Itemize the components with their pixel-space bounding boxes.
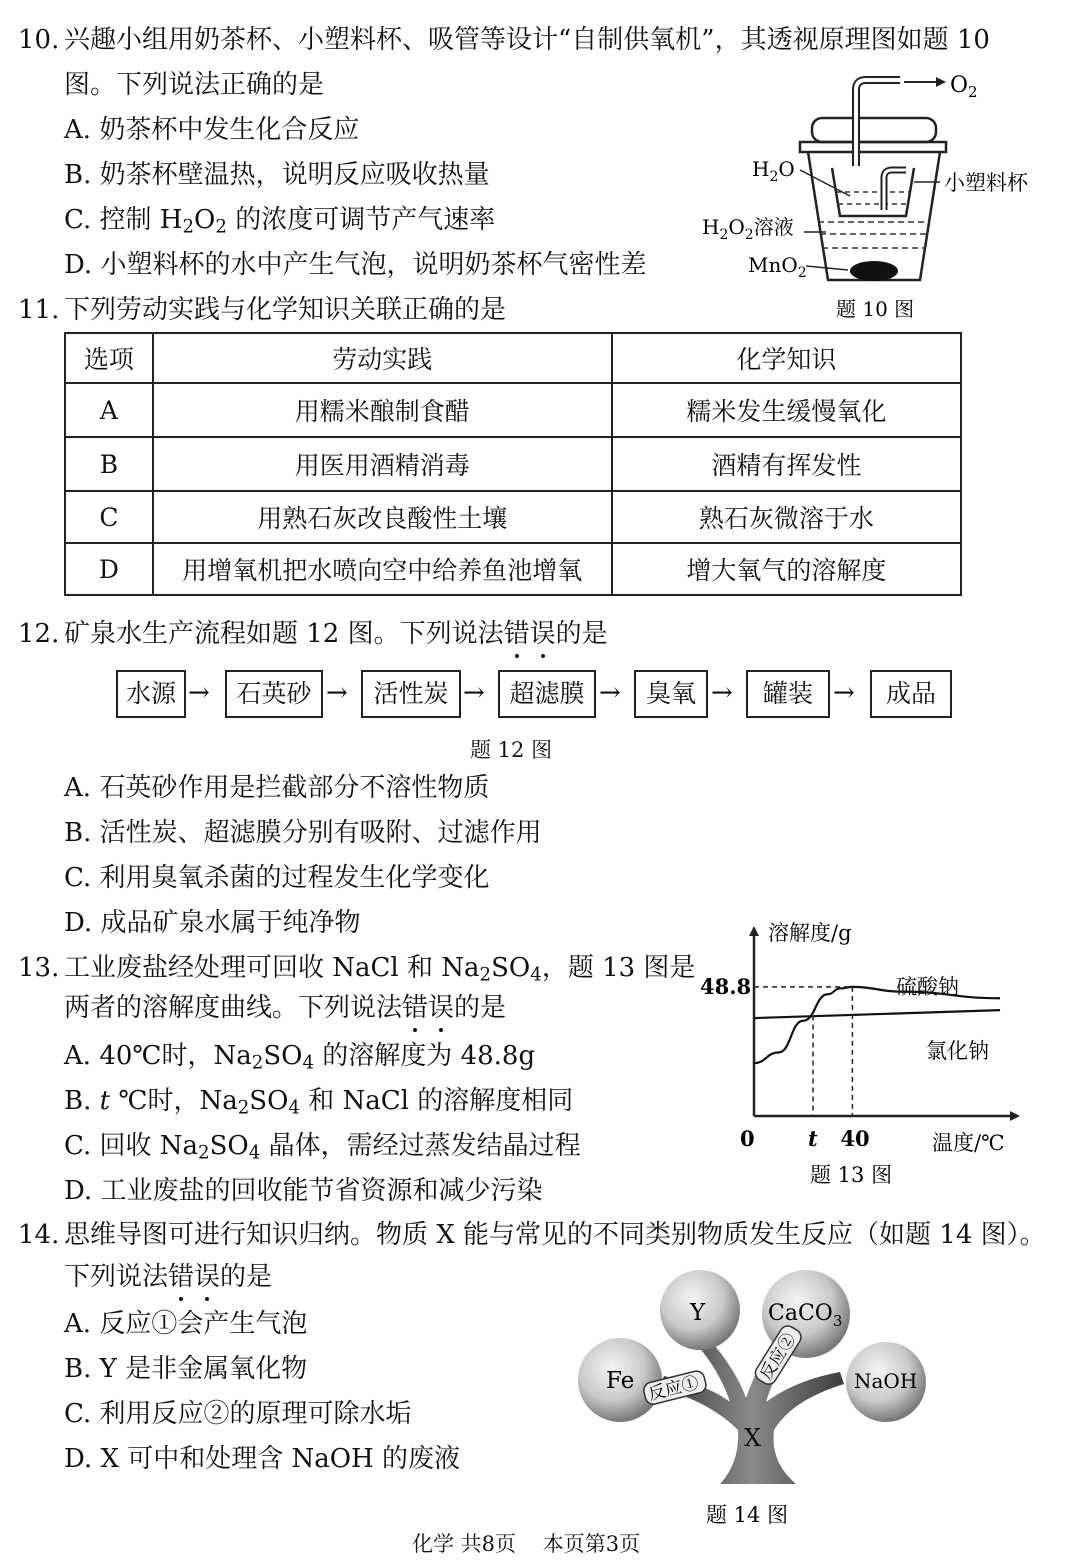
flow-step: 臭氧: [634, 670, 708, 718]
q10-fig-cup-label: 小塑料杯: [944, 171, 1028, 195]
q10-fig-o2-label: $O_2$: [950, 73, 978, 101]
q11-table: [64, 332, 962, 596]
table-header-cell: 化学知识: [612, 333, 961, 383]
y-label: Y: [690, 1300, 706, 1326]
q14-mind-map-figure: [570, 1262, 950, 1532]
flow-arrow-icon: →: [833, 678, 855, 708]
flow-step: 水源: [116, 670, 186, 718]
flow-step: 超滤膜: [498, 670, 596, 718]
table-cell: 糯米发生缓慢氧化: [612, 383, 961, 437]
q12-option-c: C. 利用臭氧杀菌的过程发生化学变化: [64, 863, 490, 893]
chart-x-axis-label: 温度/℃: [932, 1131, 1005, 1155]
q10-fig-water-label: $H_2O$: [752, 157, 795, 185]
x-label: X: [744, 1424, 762, 1452]
fe-label: Fe: [606, 1368, 635, 1394]
q11-number: 11.: [18, 295, 60, 325]
q10-option-c: C. 控制 $H_2O_2$ 的浓度可调节产气速率: [64, 205, 496, 238]
flow-arrow-icon: →: [599, 678, 621, 708]
naoh-label: NaOH: [854, 1369, 918, 1393]
table-cell: 用熟石灰改良酸性土壤: [153, 491, 612, 543]
chart-x-axis-arrow-icon: [1010, 1111, 1020, 1121]
table-cell: A: [65, 383, 153, 437]
caco3-label: CaCO$_3$: [768, 1301, 843, 1330]
q10-option-d: D. 小塑料杯的水中产生气泡，说明奶茶杯气密性差: [64, 250, 647, 280]
q14-option-b: B. Y 是非金属氧化物: [64, 1354, 308, 1384]
chart-series-label-sodium-chloride: 氯化钠: [926, 1039, 989, 1063]
q13-solubility-chart: [690, 914, 1060, 1194]
q10-number: 10.: [18, 25, 60, 55]
q14-stem-line2: 下列说法错误的是: [64, 1259, 272, 1295]
table-cell: B: [65, 437, 153, 491]
q12-stem: 矿泉水生产流程如题 12 图。下列说法错误的是: [64, 616, 608, 652]
chart-y-axis-label: 溶解度/g: [768, 921, 852, 945]
chart-y-axis-arrow-icon: [749, 926, 759, 936]
q13-caption: 题 13 图: [810, 1163, 893, 1187]
q10-stem-line2: 图。下列说法正确的是: [64, 70, 325, 100]
chart-y-tick: 48.8: [700, 973, 752, 999]
svg-text:反应②: 反应②: [756, 1329, 801, 1384]
flow-step: 成品: [870, 670, 952, 718]
q10-option-b: B. 奶茶杯壁温热，说明反应吸收热量: [64, 160, 490, 190]
chart-x-tick: 0: [740, 1126, 755, 1151]
q10-stem-line1: 兴趣小组用奶茶杯、小塑料杯、吸管等设计“自制供氧机”，其透视原理图如题 10: [64, 25, 990, 55]
q10-fig-h2o2-label: $H_2O_2$溶液: [702, 215, 794, 243]
table-cell: C: [65, 491, 153, 543]
q12-option-b: B. 活性炭、超滤膜分别有吸附、过滤作用: [64, 818, 542, 848]
q12-number: 12.: [18, 619, 60, 649]
table-cell: 增大氧气的溶解度: [612, 543, 961, 595]
q10-fig-caption: 题 10 图: [836, 297, 915, 321]
table-row: [65, 437, 961, 491]
q12-caption: 题 12 图: [470, 738, 553, 762]
table-header-cell: 选项: [65, 333, 153, 383]
q12-option-d: D. 成品矿泉水属于纯净物: [64, 908, 361, 938]
q10-figure-oxygen-generator: [700, 66, 1070, 326]
q10-option-a: A. 奶茶杯中发生化合反应: [64, 115, 360, 145]
flow-arrow-icon: →: [188, 678, 210, 708]
flow-arrow-icon: →: [326, 678, 348, 708]
table-row: [65, 491, 961, 543]
chart-series-label-sodium-sulfate: 硫酸钠: [896, 975, 959, 999]
q13-option-c: C. 回收 $Na_2SO_4$ 晶体，需经过蒸发结晶过程: [64, 1131, 581, 1164]
table-cell: D: [65, 543, 153, 595]
q14-stem-line1: 思维导图可进行知识归纳。物质 X 能与常见的不同类别物质发生反应（如题 14 图）。: [64, 1220, 1046, 1250]
q14-option-a: A. 反应①会产生气泡: [64, 1309, 308, 1339]
flow-arrow-icon: →: [463, 678, 485, 708]
q13-option-a: A. 40℃时，$Na_2SO_4$ 的溶解度为 48.8g: [64, 1041, 536, 1074]
flow-step: 石英砂: [225, 670, 323, 718]
table-cell: 酒精有挥发性: [612, 437, 961, 491]
q13-option-b: B. t ℃时，$Na_2SO_4$ 和 NaCl 的溶解度相同: [64, 1086, 574, 1119]
table-header-row: [65, 333, 961, 383]
chart-x-tick: 40: [840, 1126, 870, 1151]
table-cell: 用医用酒精消毒: [153, 437, 612, 491]
q14-option-c: C. 利用反应②的原理可除水垢: [64, 1399, 412, 1429]
q10-fig-mno2-label: MnO$_2$: [748, 253, 807, 281]
q12-option-a: A. 石英砂作用是拦截部分不溶性物质: [64, 773, 490, 803]
q14-number: 14.: [18, 1220, 60, 1250]
q13-stem-line1: 工业废盐经处理可回收 NaCl 和 $Na_2SO_4$，题 13 图是: [64, 953, 696, 986]
flow-step: 活性炭: [361, 670, 461, 718]
chart-x-tick: t: [808, 1126, 818, 1151]
q14-caption: 题 14 图: [706, 1503, 789, 1527]
svg-text:反应①: 反应①: [646, 1373, 701, 1405]
flow-step: 罐装: [746, 670, 830, 718]
q13-option-d: D. 工业废盐的回收能节省资源和减少污染: [64, 1176, 543, 1206]
chart-series-line-sodium-chloride: [754, 1010, 1000, 1018]
table-row: [65, 383, 961, 437]
flow-arrow-icon: →: [711, 678, 733, 708]
table-header-cell: 劳动实践: [153, 333, 612, 383]
q14-option-d: D. X 可中和处理含 NaOH 的废液: [64, 1444, 460, 1474]
q11-stem: 下列劳动实践与化学知识关联正确的是: [64, 295, 507, 325]
q13-stem-line2: 两者的溶解度曲线。下列说法错误的是: [64, 990, 506, 1026]
table-row: [65, 543, 961, 595]
table-cell: 用增氧机把水喷向空中给养鱼池增氧: [153, 543, 612, 595]
table-cell: 熟石灰微溶于水: [612, 491, 961, 543]
q13-number: 13.: [18, 953, 60, 983]
table-cell: 用糯米酿制食醋: [153, 383, 612, 437]
page-footer: 化学 共8页 本页第3页: [412, 1532, 641, 1556]
